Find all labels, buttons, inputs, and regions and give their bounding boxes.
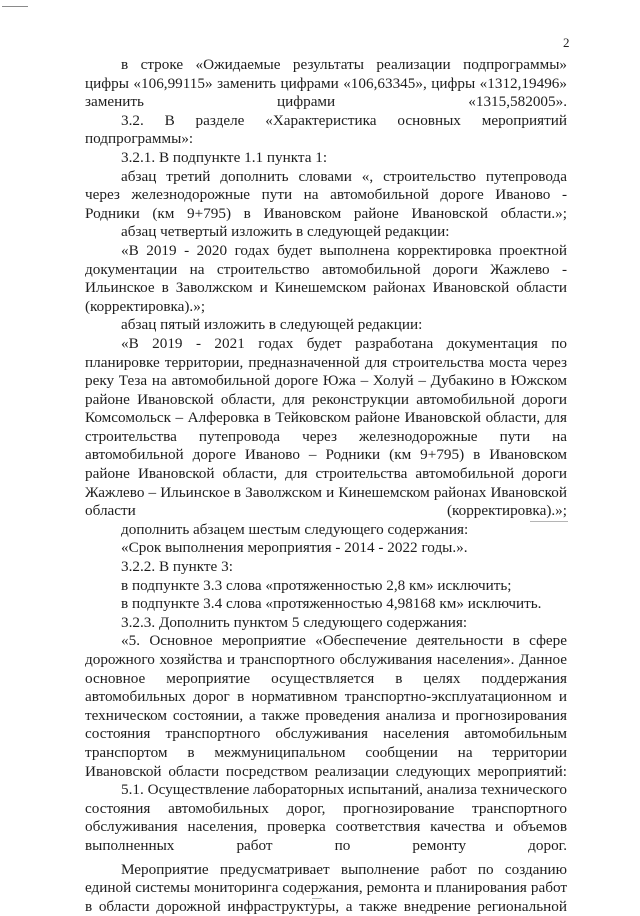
subsection-heading: 3.2.1. В подпункте 1.1 пункта 1: <box>121 148 328 166</box>
paragraph: абзац четвертый изложить в следующей редакции: <box>121 223 450 241</box>
quoted-paragraph: «В 2019 - 2021 годах будет разработана документация по планировке территории, предназначенной для строительства моста через реку Теза на автомобильной дороге Южа – Холуй – Дубакино в Южском районе Ивановской области, для реконструкции автомобильной дороги Комсомольск – Алферовка в Тейковском районе Ивановской области, для строительства путепровода через железнодорожные пути на автомобильной дороге Иваново – Родники (км 9+795) в Ивановском районе Ивановской области, для строительства автомобильной дороги Жажлево – Ильинское в Заволжском и Кинешемском районах Ивановской области (корректировка).»; <box>85 334 567 520</box>
quoted-paragraph: «5. Основное мероприятие «Обеспечение деятельности в сфере дорожного хозяйства и транспортного обслуживания населения». Данное основное мероприятие осуществляется в целях поддержания автомобильных дорог в нормативном транспортно-эксплуатационном и техническом состоянии, а также проведения анализа и прогнозирования состояния транспортного обслуживания населения автомобильным транспортом в межмуниципальном сообщении на территории Ивановской области посредством реализации следующих мероприятий: <box>85 632 567 780</box>
paragraph: дополнить абзацем шестым следующего содержания: <box>121 520 469 538</box>
paragraph: абзац пятый изложить в следующей редакции: <box>121 316 423 334</box>
paragraph: Мероприятие предусматривает выполнение работ по созданию единой системы мониторинга содержания, ремонта и планирования работ в области дорожной инфраструктуры, а также внедрение региональной <box>85 860 567 915</box>
page-number: 2 <box>563 35 570 50</box>
paragraph: абзац третий дополнить словами «, строительство путепровода через железнодорожные пути на автомобильной дороге Иваново - Родники (км 9+795) в Ивановском районе Ивановской области.»; <box>85 167 567 222</box>
quoted-paragraph: «Срок выполнения мероприятия - 2014 - 2022 годы.». <box>121 539 468 557</box>
quoted-paragraph: «В 2019 - 2020 годах будет выполнена корректировка проектной документации на строительство автомобильной дороги Жажлево - Ильинское в Заволжском и Кинешемском районах Ивановской области (корректировка).»; <box>85 241 567 315</box>
document-body <box>85 56 567 916</box>
paragraph: в подпункте 3.3 слова «протяженностью 2,8 км» исключить; <box>121 576 512 594</box>
paragraph: 5.1. Осуществление лабораторных испытаний, анализа технического состояния автомобильных дорог, прогнозирование транспортного обслуживания населения, проверка соответствия качества и объемов выполненных работ по ремонту дорог. <box>85 781 567 854</box>
subsection-heading: 3.2.2. В пункте 3: <box>121 558 233 576</box>
subsection-heading: 3.2.3. Дополнить пунктом 5 следующего содержания: <box>121 613 468 631</box>
scan-mark-top-left <box>2 6 28 7</box>
section-heading: 3.2. В разделе «Характеристика основных мероприятий подпрограммы»: <box>85 111 567 148</box>
paragraph: в подпункте 3.4 слова «протяженностью 4,98168 км» исключить. <box>121 595 542 613</box>
paragraph: в строке «Ожидаемые результаты реализации подпрограммы» цифры «106,99115» заменить цифрами «106,63345», цифры «1312,19496» заменить цифрами «1315,582005». <box>85 56 567 111</box>
